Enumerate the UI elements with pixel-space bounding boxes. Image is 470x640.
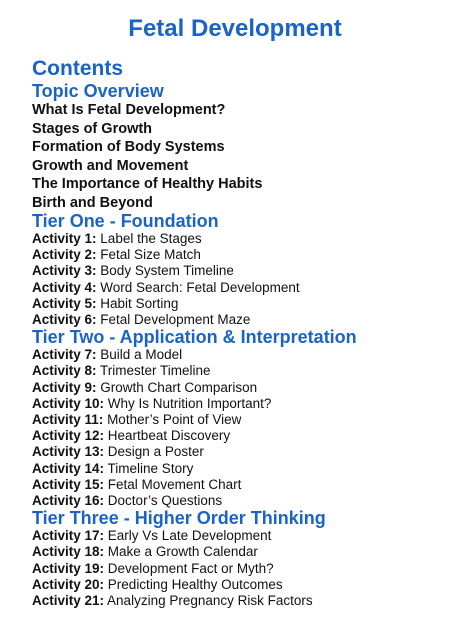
activity-title: Fetal Development Maze <box>100 312 251 328</box>
activity-number: Activity 13: <box>32 444 105 460</box>
activity-number: Activity 9: <box>32 379 97 395</box>
activity-title: Timeline Story <box>107 460 194 476</box>
activity-item <box>32 561 462 577</box>
activity-item <box>32 444 462 460</box>
activity-item <box>32 396 462 412</box>
topic-overview-heading: Topic Overview <box>32 81 164 101</box>
activity-item <box>32 280 462 296</box>
activity-item <box>32 544 462 560</box>
activity-title: Build a Model <box>100 347 183 363</box>
activity-title: Analyzing Pregnancy Risk Factors <box>107 593 313 609</box>
activity-item <box>32 363 462 379</box>
activity-title: Growth Chart Comparison <box>100 379 258 395</box>
activity-number: Activity 10: <box>32 395 105 411</box>
activity-title: Why Is Nutrition Important? <box>107 395 272 411</box>
topic-item: Stages of Growth <box>32 120 153 137</box>
topic-item: Birth and Beyond <box>32 194 153 211</box>
activity-number: Activity 8: <box>32 363 97 379</box>
activity-title: Mother’s Point of View <box>107 412 242 428</box>
activity-title: Doctor’s Questions <box>107 493 223 509</box>
tier-three-heading: Tier Three - Higher Order Thinking <box>32 508 326 529</box>
activity-title: Label the Stages <box>100 231 202 246</box>
activity-number: Activity 21: <box>32 593 105 609</box>
activity-number: Activity 14: <box>32 460 105 476</box>
activity-item <box>32 312 462 328</box>
activity-number: Activity 15: <box>32 476 105 492</box>
activity-title: Body System Timeline <box>100 263 234 279</box>
contents-heading: Contents <box>32 57 123 80</box>
activity-title: Fetal Movement Chart <box>107 476 242 492</box>
activity-item <box>32 380 462 396</box>
activity-title: Development Fact or Myth? <box>107 560 274 576</box>
activity-item <box>32 296 462 312</box>
activity-number: Activity 4: <box>32 279 97 295</box>
activity-item <box>32 477 462 493</box>
tier-two-section <box>32 328 462 509</box>
activity-number: Activity 1: <box>32 231 97 246</box>
tier-one-heading: Tier One - Foundation <box>32 211 219 231</box>
activity-item <box>32 231 462 247</box>
activity-number: Activity 16: <box>32 493 105 509</box>
activity-number: Activity 2: <box>32 247 97 263</box>
activity-number: Activity 17: <box>32 528 105 544</box>
activity-title: Design a Poster <box>107 444 204 460</box>
topic-overview-section <box>32 82 462 212</box>
activity-number: Activity 12: <box>32 428 105 444</box>
activity-number: Activity 6: <box>32 312 97 328</box>
activity-item <box>32 461 462 477</box>
topic-item: Formation of Body Systems <box>32 139 225 155</box>
activity-item <box>32 247 462 263</box>
tier-one-section <box>32 212 462 328</box>
activity-title: Early Vs Late Development <box>107 528 272 544</box>
activity-title: Predicting Healthy Outcomes <box>107 576 283 592</box>
activity-title: Fetal Size Match <box>100 247 201 263</box>
activity-item <box>32 493 462 509</box>
activity-item <box>32 577 462 593</box>
activity-title: Make a Growth Calendar <box>107 544 258 560</box>
tier-three-section <box>32 509 462 609</box>
activity-title: Habit Sorting <box>100 295 179 311</box>
activity-item <box>32 528 462 544</box>
document-title: Fetal Development <box>128 15 342 42</box>
activity-title: Word Search: Fetal Development <box>100 279 300 295</box>
activity-item <box>32 263 462 279</box>
activity-number: Activity 3: <box>32 263 97 279</box>
activity-number: Activity 5: <box>32 295 97 311</box>
activity-item <box>32 347 462 363</box>
activity-title: Heartbeat Discovery <box>107 428 231 444</box>
activity-number: Activity 7: <box>32 347 97 363</box>
activity-title: Trimester Timeline <box>100 363 211 379</box>
topic-item: What Is Fetal Development? <box>32 102 226 118</box>
topic-item: Growth and Movement <box>32 157 189 174</box>
activity-number: Activity 18: <box>32 544 105 560</box>
table-of-contents <box>32 56 462 609</box>
tier-two-heading: Tier Two - Application & Interpretation <box>32 327 357 348</box>
topic-item: The Importance of Healthy Habits <box>32 176 263 192</box>
activity-item <box>32 593 462 609</box>
activity-item <box>32 412 462 428</box>
activity-number: Activity 11: <box>32 412 104 428</box>
activity-item <box>32 428 462 444</box>
activity-number: Activity 19: <box>32 560 105 576</box>
activity-number: Activity 20: <box>32 576 105 592</box>
